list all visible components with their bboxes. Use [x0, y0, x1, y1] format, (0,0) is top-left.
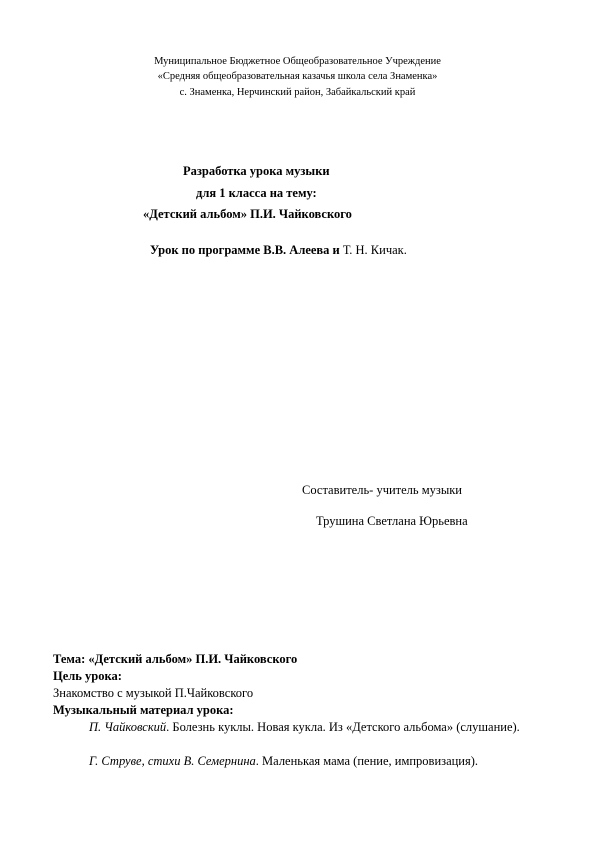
material-item-1	[89, 719, 555, 736]
title-line-1: Разработка урока музыки	[183, 164, 330, 178]
program-bold: Урок по программе В.В. Алеева и	[150, 243, 340, 257]
author-role: Составитель- учитель музыки	[302, 483, 462, 497]
material-item-2-text: . Маленькая мама (пение, импровизация).	[255, 754, 479, 768]
program-authors: Т. Н. Кичак.	[339, 243, 407, 257]
title-line-3: «Детский альбом» П.И. Чайковского	[143, 207, 352, 221]
lesson-goal-text: Знакомство с музыкой П.Чайковского	[53, 686, 254, 700]
title-line-2: для 1 класса на тему:	[196, 186, 317, 200]
lesson-goal-label: Цель урока:	[53, 669, 122, 683]
author-name: Трушина Светлана Юрьевна	[316, 514, 468, 528]
lesson-material-label: Музыкальный материал урока:	[53, 703, 234, 717]
material-item-2-composer: Г. Струве, стихи В. Семернина	[89, 754, 256, 768]
institution-line-3: с. Знаменка, Нерчинский район, Забайкальский край	[179, 87, 416, 98]
institution-line-2: «Средняя общеобразовательная казачья школа села Знаменка»	[157, 71, 438, 82]
material-item-1-composer: П. Чайковский	[89, 720, 167, 734]
lesson-topic: Тема: «Детский альбом» П.И. Чайковского	[53, 652, 298, 666]
program-line	[150, 243, 407, 258]
material-item-2	[89, 753, 555, 770]
material-item-1-text: . Болезнь куклы. Новая кукла. Из «Детского альбома» (слушание).	[166, 720, 520, 734]
institution-line-1: Муниципальное Бюджетное Общеобразовательное Учреждение	[154, 56, 441, 67]
